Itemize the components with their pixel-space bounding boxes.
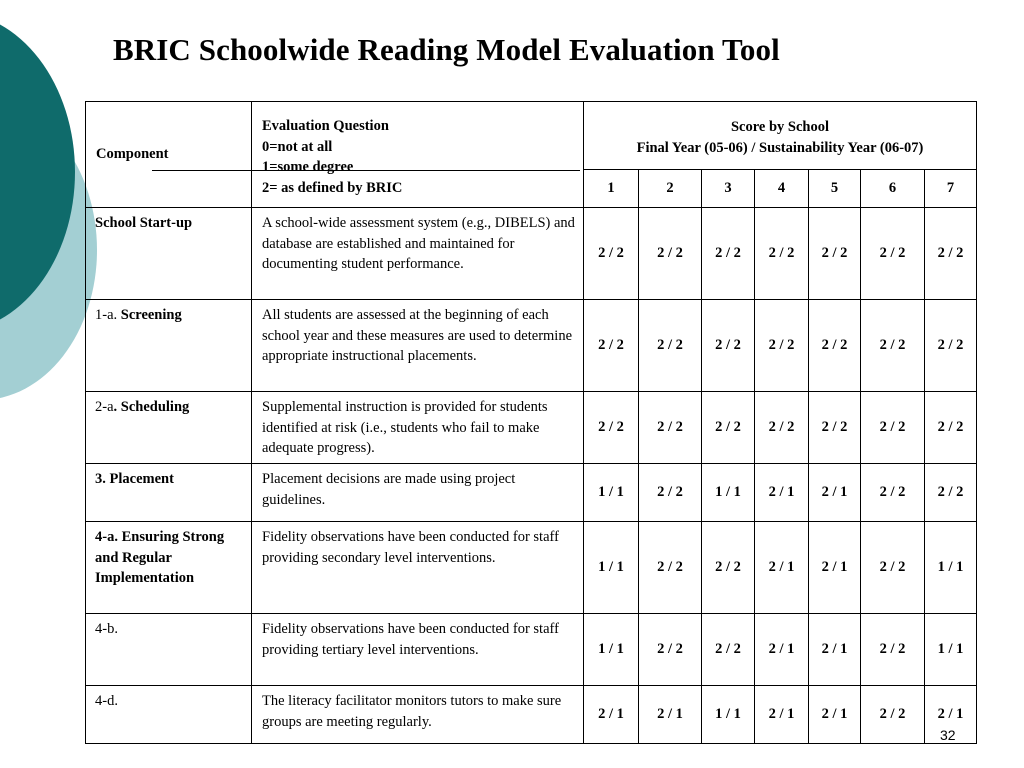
school-number: 7 [925,170,977,208]
score-cell: 2 / 2 [755,208,809,300]
score-cell: 2 / 2 [861,208,925,300]
score-cell: 1 / 1 [925,522,977,614]
score-cell: 1 / 1 [584,614,639,686]
school-number: 6 [861,170,925,208]
component-cell [86,686,252,744]
school-number: 2 [639,170,702,208]
score-cell: 2 / 2 [861,300,925,392]
question-cell: The literacy facilitator monitors tutors to make sure groups are meeting regularly. [252,686,584,744]
school-number: 5 [809,170,861,208]
evaluation-table [85,101,977,744]
school-number: 4 [755,170,809,208]
table-row [86,300,977,392]
score-cell: 2 / 2 [639,464,702,522]
component-prefix: 4-d. [95,693,118,709]
component-prefix: 1-a. [95,307,121,323]
score-cell: 2 / 2 [809,300,861,392]
table-row [86,686,977,744]
table-row [86,464,977,522]
score-cell: 2 / 2 [702,522,755,614]
score-cell: 2 / 2 [861,464,925,522]
score-cell: 2 / 2 [702,614,755,686]
score-cell: 2 / 1 [639,686,702,744]
table-row [86,208,977,300]
question-cell: Fidelity observations have been conducted for staff providing tertiary level interventions. [252,614,584,686]
school-number: 1 [584,170,639,208]
score-cell: 2 / 2 [755,392,809,464]
component-cell [86,392,252,464]
score-cell: 1 / 1 [584,464,639,522]
question-header-line: 2= as defined by BRIC [262,179,403,196]
component-cell [86,208,252,300]
score-cell: 2 / 2 [925,208,977,300]
score-cell: 2 / 2 [584,208,639,300]
component-prefix: 4-b. [95,621,118,637]
table-row [86,614,977,686]
question-cell: A school-wide assessment system (e.g., DIBELS) and database are established and maintained for documenting student performance. [252,208,584,300]
component-cell [86,614,252,686]
question-cell: Placement decisions are made using project guidelines. [252,464,584,522]
question-cell: All students are assessed at the beginning of each school year and these measures are used to determine appropriate instructional placements. [252,300,584,392]
score-cell: 2 / 2 [809,208,861,300]
table-row [86,522,977,614]
score-cell: 2 / 1 [755,686,809,744]
score-header-line1: Score by School [730,119,830,135]
component-name: Screening [120,307,182,323]
score-cell: 2 / 1 [809,464,861,522]
score-cell: 2 / 2 [584,300,639,392]
score-cell: 2 / 1 [809,686,861,744]
score-cell: 2 / 1 [809,522,861,614]
component-name: School Start-up [95,215,193,231]
score-cell: 2 / 2 [702,208,755,300]
component-prefix: 4-a [95,529,115,545]
question-header-line: 1=some degree [262,159,354,175]
score-cell: 2 / 2 [925,392,977,464]
question-header-line: 0=not at all [262,138,333,155]
score-cell: 1 / 1 [584,522,639,614]
score-cell: 1 / 1 [702,464,755,522]
score-cell: 2 / 1 [755,522,809,614]
component-prefix: 2-a [95,399,114,415]
score-cell: 2 / 2 [702,300,755,392]
score-cell: 2 / 2 [639,300,702,392]
score-cell: 2 / 1 [755,614,809,686]
component-header: Component [86,102,252,208]
score-cell: 2 / 2 [861,686,925,744]
score-cell: 2 / 1 [925,686,977,744]
slide-title: BRIC Schoolwide Reading Model Evaluation Tool [113,32,780,67]
score-by-school-header [584,102,977,170]
score-header-line2: Final Year (05-06) / Sustainability Year (06-07) [636,139,924,156]
score-cell: 2 / 2 [925,464,977,522]
table-row [86,392,977,464]
component-cell [86,464,252,522]
component-cell [86,522,252,614]
question-header [252,102,584,208]
score-cell: 1 / 1 [702,686,755,744]
header-divider-line [152,170,580,171]
question-cell: Fidelity observations have been conducted for staff providing secondary level interventions. [252,522,584,614]
school-number: 3 [702,170,755,208]
question-header-line: Evaluation Question [262,118,389,134]
score-cell: 2 / 2 [861,522,925,614]
score-cell: 2 / 2 [639,614,702,686]
score-cell: 2 / 2 [755,300,809,392]
score-cell: 2 / 2 [861,614,925,686]
score-cell: 2 / 2 [584,392,639,464]
component-name: . Scheduling [113,399,190,415]
score-cell: 2 / 2 [861,392,925,464]
score-cell: 2 / 2 [639,392,702,464]
score-cell: 1 / 1 [925,614,977,686]
component-name: . Ensuring Strong and Regular Implementation [95,529,225,586]
score-cell: 2 / 2 [809,392,861,464]
score-cell: 2 / 2 [639,208,702,300]
score-cell: 2 / 1 [584,686,639,744]
component-name: 3. Placement [95,471,174,487]
score-cell: 2 / 1 [809,614,861,686]
component-cell [86,300,252,392]
score-cell: 2 / 2 [702,392,755,464]
score-cell: 2 / 1 [755,464,809,522]
page-number: 32 [940,727,956,743]
score-cell: 2 / 2 [925,300,977,392]
question-cell: Supplemental instruction is provided for students identified at risk (i.e., students who fail to make adequate progress). [252,392,584,464]
score-cell: 2 / 2 [639,522,702,614]
